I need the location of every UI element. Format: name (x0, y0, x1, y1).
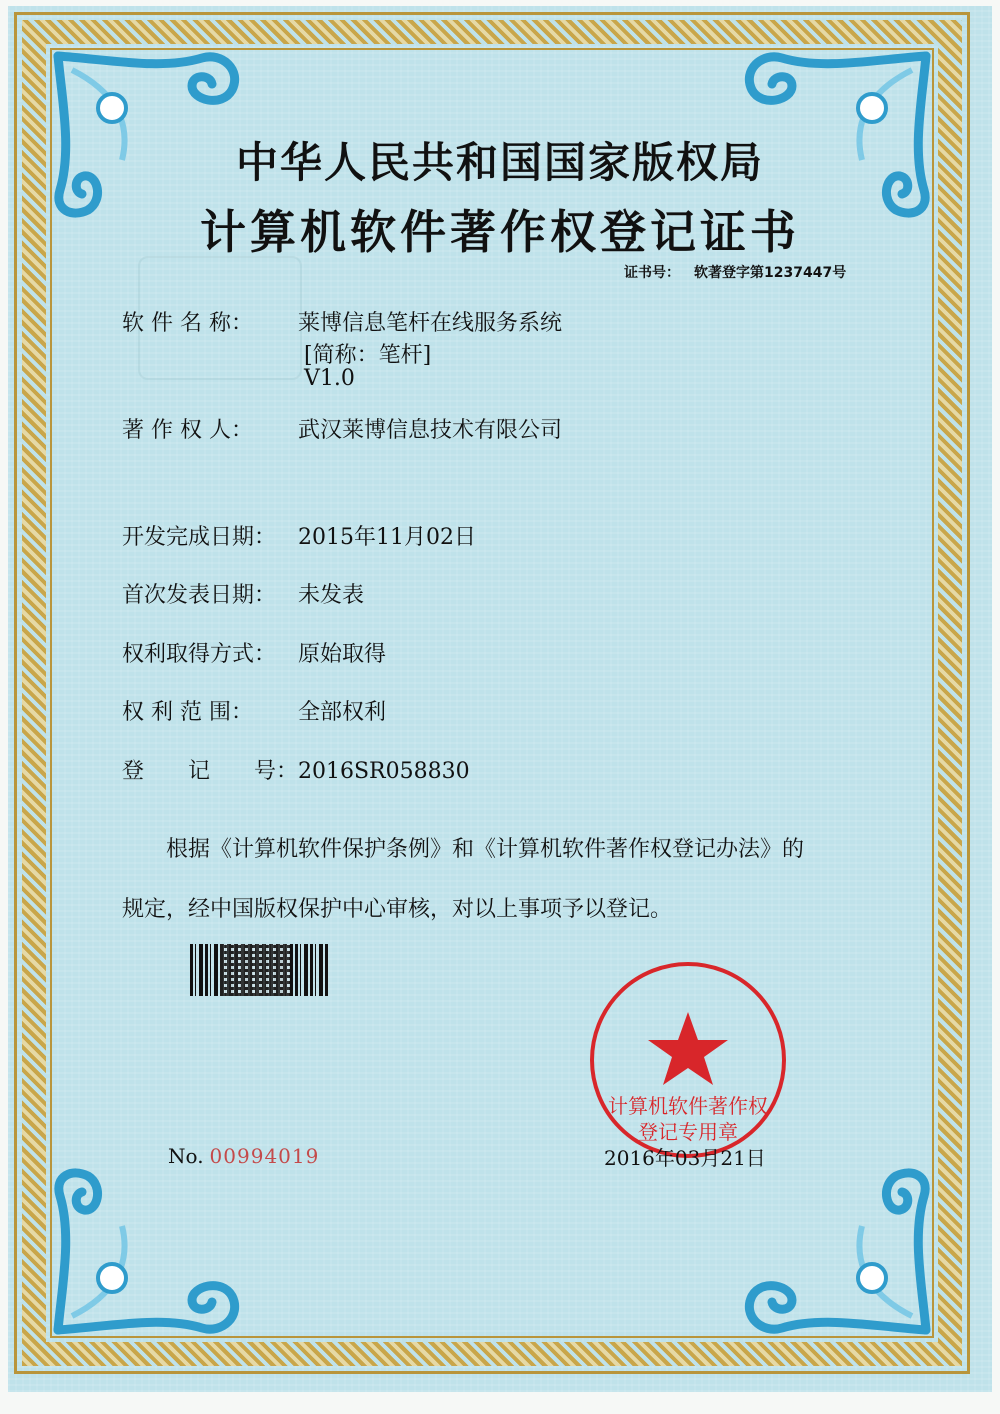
field-completion-date (122, 520, 476, 551)
serial-label: No. (168, 1144, 204, 1168)
field-acquisition-method (122, 637, 386, 668)
field-first-publication (122, 578, 364, 609)
barcode (190, 944, 330, 996)
certificate-number-label: 证书号： (624, 265, 680, 281)
field-label: 开发完成日期： (122, 525, 277, 550)
field-value: 莱博信息笔杆在线服务系统 (298, 311, 563, 336)
certificate-title: 计算机软件著作权登记证书 (200, 205, 800, 259)
software-short-name: [简称：笔杆] (304, 343, 432, 368)
field-value: 2015年11月02日 (298, 525, 476, 550)
serial-number (168, 1144, 319, 1168)
field-value: 全部权利 (298, 700, 387, 725)
issuing-authority: 中华人民共和国国家版权局 (235, 138, 764, 187)
field-value: 未发表 (298, 583, 365, 608)
field-registration-number (122, 754, 470, 785)
issue-date: 2016年03月21日 (604, 1146, 766, 1170)
corner-ornament (52, 1166, 252, 1336)
field-label: 权利取得方式： (122, 642, 277, 667)
seal-text-line-2: 登记专用章 (638, 1120, 738, 1144)
software-version: V1.0 (304, 366, 355, 391)
field-copyright-owner (122, 413, 562, 444)
serial-value: 00994019 (209, 1144, 320, 1168)
field-value: 2016SR058830 (298, 759, 470, 784)
statement-line-2: 规定，经中国版权保护中心审核，对以上事项予以登记。 (122, 897, 673, 922)
seal-text-line-1: 计算机软件著作权 (608, 1094, 768, 1118)
field-scope (122, 695, 386, 726)
field-value: 原始取得 (298, 642, 387, 667)
field-value: 武汉莱博信息技术有限公司 (298, 418, 563, 443)
field-label: 权 利 范 围： (122, 700, 253, 725)
corner-ornament (732, 1166, 932, 1336)
field-label: 著 作 权 人： (122, 418, 253, 443)
certificate-number (624, 262, 846, 282)
certificate-number-value: 软著登字第1237447号 (694, 265, 847, 281)
statement-line-1: 根据《计算机软件保护条例》和《计算机软件著作权登记办法》的 (166, 837, 805, 862)
field-software-name (122, 306, 562, 337)
field-label: 软 件 名 称： (122, 311, 253, 336)
field-label: 登 记 号： (122, 759, 299, 784)
qr-code (220, 944, 290, 996)
field-label: 首次发表日期： (122, 583, 277, 608)
